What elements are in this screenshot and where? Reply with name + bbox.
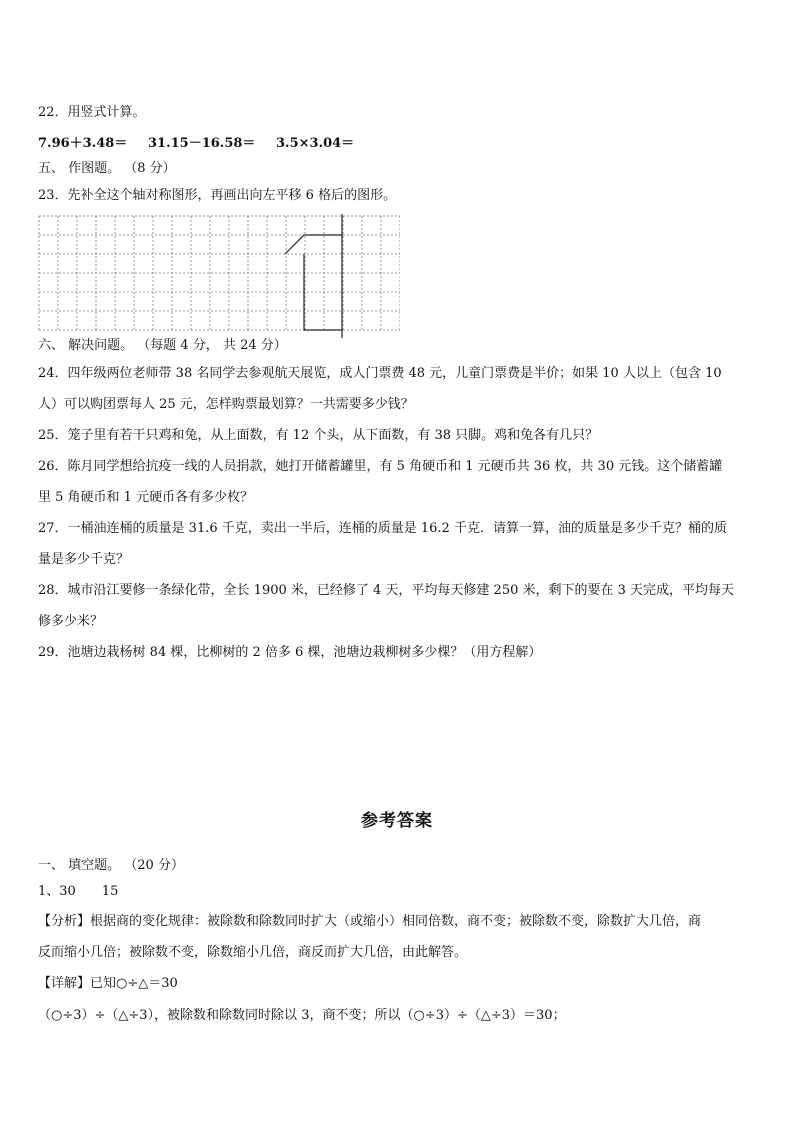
section5-heading: 五、 作图题。 （8 分） bbox=[38, 161, 176, 176]
problem-28-line1: 28．城市沿江要修一条绿化带，全长 1900 米，已经修了 4 天，平均每天修建 250 米，剩下的要在 3 天完成，平均每天 bbox=[38, 583, 735, 598]
problem-28-line2: 修多少米？ bbox=[38, 614, 104, 629]
answers-title: 参考答案 bbox=[361, 811, 433, 831]
q22-heading: 22．用竖式计算。 bbox=[38, 105, 146, 120]
answer-1: 1、30 15 bbox=[38, 884, 119, 899]
detail-line1: 【详解】已知○÷△＝30 bbox=[38, 976, 178, 991]
problem-26-line2: 里 5 角硬币和 1 元硬币各有多少枚？ bbox=[38, 490, 254, 505]
section6-heading: 六、 解决问题。 （每题 4 分， 共 24 分） bbox=[38, 338, 287, 353]
calc-2: 31.15－16.58＝ bbox=[148, 136, 256, 151]
problem-26-line1: 26．陈月同学想给抗疫一线的人员捐款，她打开储蓄罐里，有 5 角硬币和 1 元硬币共 36 枚，共 30 元钱。这个储蓄罐 bbox=[38, 459, 723, 474]
problem-24-line1: 24．四年级两位老师带 38 名同学去参观航天展览，成人门票费 48 元，儿童门票费是半价；如果 10 人以上（包含 10 bbox=[38, 366, 722, 381]
problem-24-line2: 人）可以购团票每人 25 元，怎样购票最划算？一共需要多少钱？ bbox=[38, 397, 414, 412]
analysis-line1: 【分析】根据商的变化规律：被除数和除数同时扩大（或缩小）相同倍数，商不变；被除数不变，除数扩大几倍，商 bbox=[38, 914, 702, 929]
detail-line2: （○÷3）÷（△÷3），被除数和除数同时除以 3，商不变；所以（○÷3）÷（△÷3）＝30； bbox=[38, 1008, 566, 1023]
answers-section1: 一、 填空题。 （20 分） bbox=[38, 858, 184, 873]
problem-27-line2: 量是多少千克？ bbox=[38, 552, 130, 567]
problem-29: 29．池塘边栽杨树 84 棵，比柳树的 2 倍多 6 棵，池塘边栽柳树多少棵？（用方程解） bbox=[38, 645, 542, 660]
calc-3: 3.5×3.04＝ bbox=[276, 136, 355, 151]
problem-25: 25．笼子里有若干只鸡和兔，从上面数，有 12 个头，从下面数，有 38 只脚。鸡和兔各有几只？ bbox=[38, 428, 599, 443]
q22-calculations bbox=[38, 136, 354, 152]
calc-1: 7.96＋3.48＝ bbox=[38, 136, 128, 151]
half-figure bbox=[285, 235, 342, 254]
q23-text: 23．先补全这个轴对称图形，再画出向左平移 6 格后的图形。 bbox=[38, 188, 397, 203]
analysis-line2: 反而缩小几倍；被除数不变，除数缩小几倍，商反而扩大几倍，由此解答。 bbox=[38, 945, 468, 960]
problem-27-line1: 27．一桶油连桶的质量是 31.6 千克，卖出一半后，连桶的质量是 16.2 千克．请算一算，油的质量是多少千克？桶的质 bbox=[38, 521, 727, 536]
drawing-grid bbox=[38, 214, 400, 338]
